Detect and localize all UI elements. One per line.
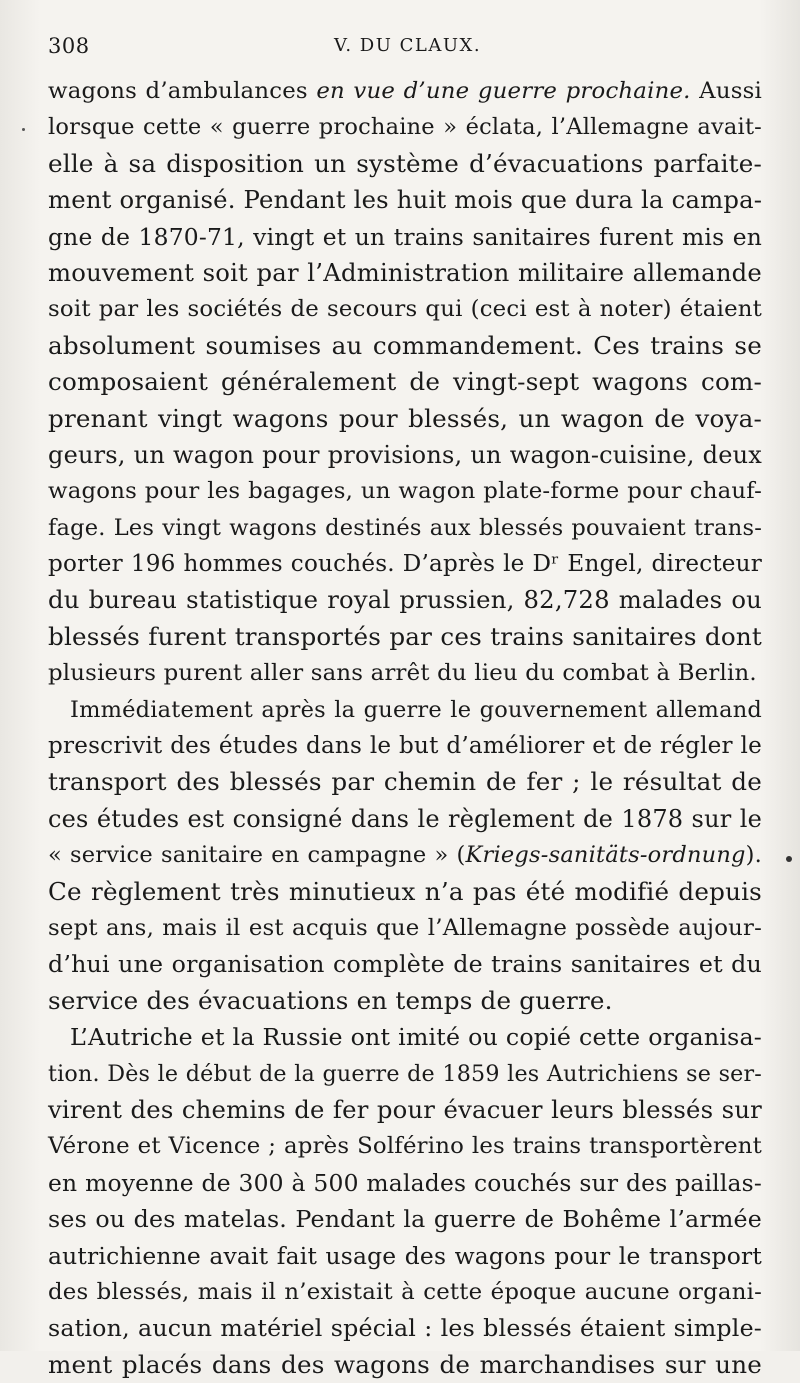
text-line [48,728,762,764]
text-line [48,1019,762,1055]
line-text: en moyenne de 300 à 500 malades couchés sur des paillas- [48,1168,762,1197]
line-text: plusieurs purent aller sans arrêt du lieu du combat à Berlin. [48,660,757,687]
text-line [48,182,762,218]
text-line [48,510,762,546]
line-text: ment placés dans des wagons de marchandises sur une [48,1349,762,1379]
body-text [48,73,762,1383]
line-text: fage. Les vingt wagons destinés aux blessés pouvaient trans- [48,514,762,541]
line-text: soit par les sociétés de secours qui (ceci est à noter) étaient [48,296,762,323]
line-text: sation, aucun matériel spécial : les blessés étaient simple- [48,1314,762,1343]
text-line [48,401,762,437]
text-line [48,582,762,618]
line-text: Vérone et Vicence ; après Solférino les trains transportèrent [48,1133,762,1160]
line-text: Ce règlement très minutieux n’a pas été modifié depuis [48,876,762,906]
text-line [48,291,762,327]
line-text: ment organisé. Pendant les huit mois que dura la campa- [48,185,763,215]
line-text: lorsque cette « guerre prochaine » éclata, l’Allemagne avait- [48,114,762,141]
text-line [48,655,762,691]
text-line [48,946,762,982]
line-text: elle à sa disposition un système d’évacuations parfaite- [48,148,762,178]
text-line [48,328,762,364]
margin-speck [22,128,25,131]
text-line [48,1274,762,1310]
text-line [48,364,762,400]
text-line [48,1201,762,1237]
line-text: virent des chemins de fer pour évacuer leurs blessés sur [48,1094,762,1124]
text-line [48,983,762,1019]
line-text: prenant vingt wagons pour blessés, un wagon de voya- [48,403,762,433]
line-text: porter 196 hommes couchés. D’après le Dʳ Engel, directeur [48,551,762,578]
line-text: wagons d’ambulances [48,78,317,104]
text-line [48,1238,762,1274]
line-text: « service sanitaire en campagne » ( [48,842,466,869]
line-text: geurs, un wagon pour provisions, un wagon-cuisine, deux [48,440,762,469]
line-text: sept ans, mais il est acquis que l’Allemagne possède aujour- [48,914,762,941]
text-line [48,1310,762,1346]
text-line [48,219,762,255]
line-italic-text: Kriegs-sanitäts-ordnung [465,842,746,869]
text-line [48,109,762,145]
line-text: service des évacuations en temps de guerre. [48,985,613,1015]
line-italic-text: en vue d’une guerre prochaine. [316,78,691,104]
text-line [48,692,762,728]
text-line [48,146,762,182]
page-header [48,34,760,64]
line-text: tion. Dès le début de la guerre de 1859 les Autrichiens se ser- [48,1060,762,1087]
running-head: V. DU CLAUX. [334,35,482,56]
line-text: transport des blessés par chemin de fer ; le résultat de [48,767,762,797]
line-text: Immédiatement après la guerre le gouvernement allemand [70,696,762,723]
text-line [48,1347,762,1383]
line-text: absolument soumises au commandement. Ces trains se [48,330,762,360]
text-line [48,1128,762,1164]
text-line [48,437,762,473]
line-text: ces études est consigné dans le règlement de 1878 sur le [48,804,762,833]
line-text: d’hui une organisation complète de trains sanitaires et du [48,950,762,979]
line-text: blessés furent transportés par ces trains sanitaires dont [48,621,762,651]
text-line [48,73,762,109]
line-text: prescrivit des études dans le but d’améliorer et de régler le [48,733,762,760]
line-text: composaient généralement de vingt-sept wagons com- [48,367,762,397]
line-text: autrichienne avait fait usage des wagons pour le transport [48,1241,762,1270]
text-line [48,837,762,873]
line-text: des blessés, mais il n’existait à cette époque aucune organi- [48,1278,762,1305]
text-line [48,910,762,946]
text-line [48,1056,762,1092]
line-text: mouvement soit par l’Administration militaire allemande [48,257,762,287]
text-line [48,546,762,582]
margin-dot [786,856,792,862]
line-text: L’Autriche et la Russie ont imité ou copié cette organisa- [70,1023,762,1052]
line-tail-text: ). [745,842,762,869]
text-line [48,801,762,837]
text-line [48,619,762,655]
page-number: 308 [48,34,90,58]
line-text: ses ou des matelas. Pendant la guerre de Bohême l’armée [48,1205,762,1234]
text-line [48,473,762,509]
line-text: du bureau statistique royal prussien, 82,728 malades ou [48,585,762,615]
text-line [48,874,762,910]
line-text: gne de 1870-71, vingt et un trains sanitaires furent mis en [48,222,762,251]
text-line [48,1165,762,1201]
line-tail-text: Aussi [690,78,762,104]
text-line [48,764,762,800]
line-text: wagons pour les bagages, un wagon plate-forme pour chauf- [48,478,762,505]
text-line [48,255,762,291]
text-line [48,1092,762,1128]
